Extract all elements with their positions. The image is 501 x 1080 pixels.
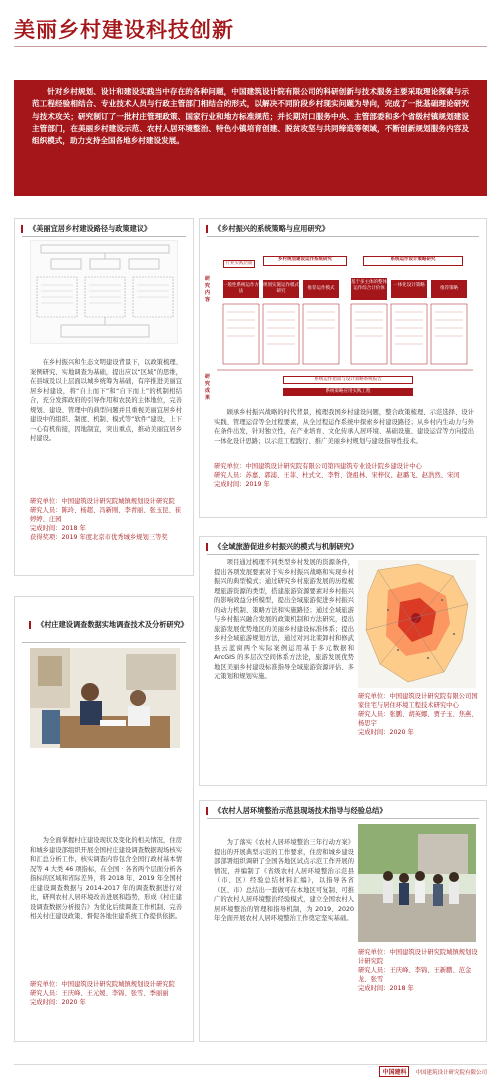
card-body-text: 为了落实《农村人居环境整治三年行动方案》提出的开展典型示范的工作要求，住房和城乡建设部部署组织调研了全国各地区试点示范工作开展的情况，并编制了《省级农村人居环境整治示范县（市、区）经验总结材料汇编》，以指导各省（区、市）总结出一套做可在本地区可复制、可推广的农村人居环境整治经验模式，建立全国农村人居环境整治的管理和指导机制，为 2019、2020 年全面开展农村人居环境整治工作奠定坚实基础。	[214, 839, 354, 922]
site-visit-photo	[358, 824, 476, 942]
diagram-box: 基于多主体的整体运作综合计价体	[351, 278, 387, 300]
survey-field-photo	[30, 648, 180, 748]
card-title-rule	[207, 818, 479, 819]
tourism-heat-map	[358, 560, 476, 688]
diagram-top-box: 系统运作设计策略研究	[363, 256, 463, 266]
footer-logo	[379, 1066, 487, 1077]
card-body-text: 为全面掌握村庄建设现状及变化的相关情况，住房和城乡建设部组织开展全国村庄建设调查数据现场核实和汇总分析工作，核实调查内容包含全国行政村基本情况等 4 大类 46 项指标，在全国 · 各省两个层面分析各指标的区域和省际差异，将 2018 年、2019 年全国村庄建设调查数据与 2014-2017 年的调查数据进行对比，研判农村人居环境改善进展和趋势，形成《村庄建设调查数据分析报告》为优化后续调查工作机制、完善相关村庄建设政策、督促各地住建系统工作提供依据。	[30, 837, 182, 920]
diagram-result-label: 研究成果	[205, 374, 211, 401]
diagram-top-box: 行业实践层面	[223, 260, 255, 268]
card-title: 《村庄建设调查数据实地调查技术及分析研究》	[37, 620, 188, 629]
diagram-top-box: 乡村规划建设运作系统研究	[263, 256, 347, 266]
card-title-rule	[207, 554, 479, 555]
footer-divider	[14, 1064, 487, 1065]
card-meta	[358, 948, 478, 993]
org-name: 中国建筑设计研究院有限公司	[415, 1069, 487, 1076]
meta-award: 获得奖项：2019 年度北京市优秀城乡规划三等奖	[30, 534, 168, 541]
card-title-rule	[22, 642, 186, 643]
meta-researchers: 研究人员：王庆峰、李锦、王新鹏、范金龙、张雪	[358, 967, 472, 983]
card-meta	[30, 497, 182, 542]
intro-banner: 针对乡村规划、设计和建设实践当中存在的各种问题，中国建筑设计院有限公司的科研创新与技术服务主要采取理论探索与示范工程经验相结合、专业技术人员与行政主管部门相结合的形式，以解决不同阶段乡村现实问题为导向，完成了一批基础理论研究与技术攻关；研究制订了一批村庄管理政策、国家行业和地方标准规范；并长期对口服务中央、主管部委和多个省级村镇规划建设主管部门，在美丽乡村建设示范、农村人居环境整治、特色小镇培育创建、脱贫攻坚与共同缔造等领域，不断创新规划服务内容及组织模式，助力支持全国各地乡村建设发展。	[14, 80, 487, 196]
diagram-report-box: 系统运作指南与设计策略系统报告	[283, 376, 413, 384]
meta-unit: 研究单位：中国建筑设计研究院有限公司国家住宅与居住环境工程技术研究中心	[358, 693, 478, 709]
card-title-rule	[207, 236, 479, 237]
diagram-box: 推荐策略	[431, 280, 467, 298]
policy-framework-figure	[30, 240, 178, 344]
card-title: 《农村人居环境整治示范县现场技术指导与经验总结》	[214, 806, 476, 816]
logo-mark: 中国建科	[379, 1066, 409, 1077]
card-title: 《全域旅游促进乡村振兴的模式与机制研究》	[214, 542, 474, 552]
card-meta	[214, 462, 474, 489]
meta-date: 完成时间：2018 年	[30, 525, 86, 532]
meta-unit: 研究单位：中国建筑设计研究院城镇规划设计研究院	[30, 498, 175, 505]
diagram-box: 推荐运作模式	[303, 280, 339, 298]
diagram-row-label: 研究内容	[205, 276, 211, 303]
card-body-text: 项目通过梳理不同类型乡村发展的资源条件，提出各项发展要素对于实乡村振兴战略和实现乡村振兴的典型模式；通过研究乡村旅游发展的历程梳理旅游资源的类型，搭建旅游资源要素对乡村振兴的影响效益分析模型，提出全域旅游促进乡村振兴的动力机制、策略方法和实施路径；通过全域旅游与乡村振兴融合发展的政策机制和方法研究，提出旅游发展优势地区的美丽乡村建设标准体系；提出乡村全域旅游规划方法，通过对河北栾卸村和修武县云蓝窗两个实际案例运用基于多元数据和 ArcGIS 的多层次空间体系方法论，旅游发展优势地区美丽乡村建设标准指导全域旅游资源评估、多元策划和规划实施。	[214, 559, 354, 680]
card-meta	[30, 980, 182, 1007]
card-title: 《乡村振兴的系统策略与应用研究》	[214, 224, 474, 234]
page-title: 美丽乡村建设科技创新	[14, 18, 234, 42]
card-body-text: 在乡村振兴和生态文明建设背景下，以政策梳理、案例研究、实地调查为基础，提出应以“区域”的思维，在县域及以上层面以城乡统筹为基础，有序推进美丽宜居乡村建设，将“自上而下”和“自下而上”的机制相结合，充分发挥政府的引导作用和农民的主体地位，完善规划、建设、管理中的典型问题并且重视美丽宜居乡村建设中的组织、制度、机制、模式等“软件”建设，上下一心有机衔接，因地制宜，突出重点，推动美丽宜居乡村建设。	[30, 359, 182, 442]
meta-date: 完成时间：2019 年	[214, 481, 270, 488]
meta-date: 完成时间：2018 年	[358, 985, 414, 992]
meta-researchers: 研究人员：陈玲、杨超、冯新刚、李青丽、张玉昆、崔婷婷、庄园	[30, 507, 182, 523]
card-title: 《美丽宜居乡村建设路径与政策建议》	[29, 224, 189, 234]
diagram-box: 一般性系统运作方法	[223, 280, 259, 298]
meta-date: 完成时间：2020 年	[358, 729, 414, 736]
card-body-text: 顾承乡村振兴战略的时代背景，梳理我国乡村建设问题，整合政策梳理、示范选择、设计实践、管理运营等全过程要素，从全过程运作系统中探索乡村建设路径；从乡村内生动力与外在条件出发，针对独立性，在产业培育、文化传承人居环境、基础设施、建设运营等方向提出一体化设计思路；以示范工程践行、推广美丽乡村规划与建设指导性技术。	[214, 409, 474, 445]
meta-unit: 研究单位：中国建筑设计研究院有限公司第四建筑专业设计院乡建设计中心	[214, 463, 422, 470]
meta-unit: 研究单位：中国建筑设计研究院城镇规划设计研究院	[358, 949, 478, 965]
card-meta	[358, 692, 478, 737]
meta-researchers: 研究人员：苏嘉、郭浦、王菲、杜式文、李哲、饶祖林、宋梓仪、赵璐飞、赵浩然、宋闰	[214, 472, 460, 479]
diagram-box: 一体化设计策略	[391, 280, 427, 298]
card-title-rule	[22, 236, 186, 237]
meta-researchers: 研究人员：张鹏、胡英娜、贾子玉、焦燕、杨思宇	[358, 711, 478, 727]
meta-researchers: 研究人员：王庆峰、王元媛、李锦、张雪、季丽丽	[30, 990, 169, 997]
diagram-practice-box: 系统策略应用实践工程	[283, 388, 413, 396]
strategy-system-diagram	[203, 242, 483, 404]
meta-date: 完成时间：2020 年	[30, 999, 86, 1006]
meta-unit: 研究单位：中国建筑设计研究院城镇规划设计研究院	[30, 981, 175, 988]
title-divider	[14, 46, 487, 47]
diagram-box: 规划实施运作模式研究	[263, 280, 299, 298]
